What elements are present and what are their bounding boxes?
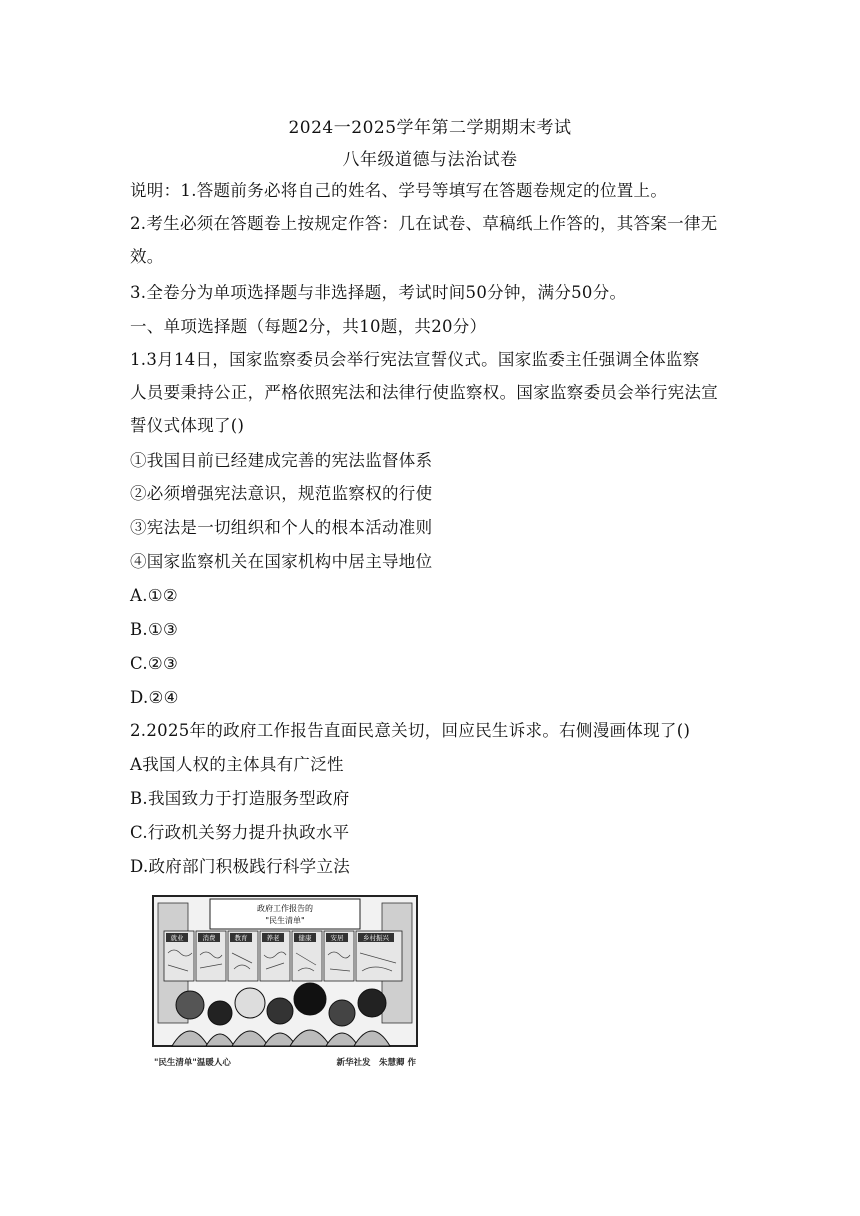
- instruction-line: 效。: [130, 247, 164, 266]
- cartoon-panel-label: 教育: [234, 934, 248, 942]
- answer-option: A.①②: [130, 586, 178, 605]
- cartoon-caption-left: "民生清单"温暖人心: [154, 1058, 231, 1068]
- section-heading: 一、单项选择题（每题2分，共10题，共20分）: [130, 317, 487, 336]
- instruction-line: 3.全卷分为单项选择题与非选择题，考试时间50分钟，满分50分。: [130, 283, 627, 302]
- question-statement: ④国家监察机关在国家机构中居主导地位: [130, 552, 433, 571]
- instruction-line: 2.考生必须在答题卷上按规定作答：几在试卷、草稿纸上作答的，其答案一律无: [130, 214, 718, 233]
- answer-option: C.②③: [130, 654, 179, 673]
- question-stem: 誓仪式体现了(): [130, 416, 245, 435]
- exam-title: 2024一2025学年第二学期期末考试: [288, 118, 572, 138]
- cartoon-illustration: [150, 893, 420, 1078]
- cartoon-panel-label: 健康: [298, 934, 312, 942]
- cartoon-panel-label: 乡村振兴: [363, 934, 389, 942]
- answer-option: B.①③: [130, 620, 179, 639]
- instruction-line: 说明：1.答题前务必将自己的姓名、学号等填写在答题卷规定的位置上。: [130, 181, 668, 200]
- answer-option: D.政府部门积极践行科学立法: [130, 857, 351, 876]
- question-statement: ②必须增强宪法意识，规范监察权的行使: [130, 484, 433, 503]
- question-stem: 1.3月14日，国家监察委员会举行宪法宣誓仪式。国家监委主任强调全体监察: [130, 350, 700, 369]
- exam-subtitle: 八年级道德与法治试卷: [342, 150, 518, 170]
- question-statement: ①我国目前已经建成完善的宪法监督体系: [130, 451, 433, 470]
- answer-option: D.②④: [130, 688, 179, 707]
- answer-option: B.我国致力于打造服务型政府: [130, 789, 350, 808]
- question-statement: ③宪法是一切组织和个人的根本活动准则: [130, 518, 433, 537]
- question-stem: 人员要秉持公正，严格依照宪法和法律行使监察权。国家监察委员会举行宪法宣: [130, 383, 718, 402]
- cartoon-panel-label: 就业: [170, 934, 184, 942]
- cartoon-panel-label: 消费: [202, 934, 216, 942]
- cartoon-banner-title: 政府工作报告的: [257, 904, 313, 913]
- cartoon-panel-label: 安居: [330, 934, 344, 942]
- cartoon-panel-label: 养老: [266, 934, 280, 942]
- question-stem: 2.2025年的政府工作报告直面民意关切，回应民生诉求。右侧漫画体现了(): [130, 721, 691, 740]
- cartoon-caption-right: 新华社发 朱慧卿 作: [336, 1058, 416, 1068]
- cartoon-banner-subtitle: "民生清单": [265, 916, 305, 925]
- answer-option: A我国人权的主体具有广泛性: [130, 755, 344, 774]
- answer-option: C.行政机关努力提升执政水平: [130, 823, 350, 842]
